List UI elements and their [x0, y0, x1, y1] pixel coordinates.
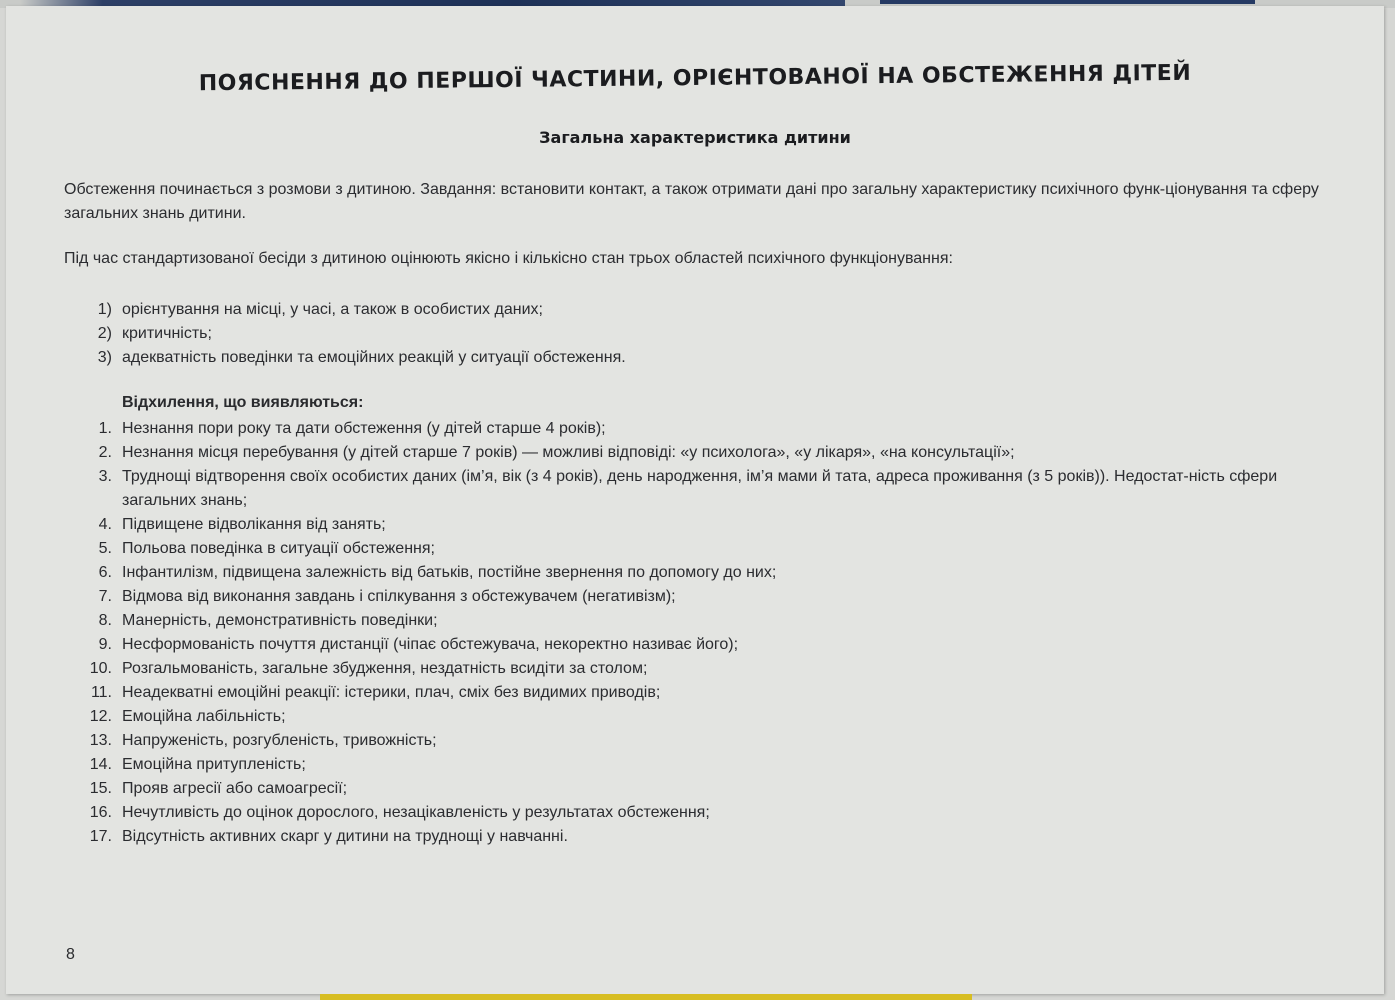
item-number: 14. — [89, 756, 112, 773]
item-number: 16. — [89, 804, 112, 821]
list-item — [64, 417, 1339, 441]
list-item — [64, 753, 1339, 777]
list-item — [64, 729, 1339, 753]
deviations-list — [64, 417, 1339, 849]
item-text: Інфантилізм, підвищена залежність від батьків, постійне звернення по допомогу до них; — [122, 564, 777, 581]
item-number: 7. — [98, 588, 112, 605]
item-number: 8. — [98, 612, 112, 629]
list-item — [64, 657, 1339, 681]
list-item — [64, 537, 1339, 561]
list-item — [64, 513, 1339, 537]
section-subtitle: Загальна характеристика дитини — [539, 128, 851, 147]
list-item — [64, 322, 1339, 346]
document-page — [6, 6, 1384, 994]
list-item — [64, 465, 1339, 513]
list-item — [64, 777, 1339, 801]
item-text: Підвищене відволікання від занять; — [122, 516, 386, 533]
item-number: 6. — [98, 564, 112, 581]
item-text: Прояв агресії або самоагресії; — [122, 780, 348, 797]
item-text: Незнання місця перебування (у дітей старше 7 років) — можливі відповіді: «у психолога», «у лікаря», «на консультації»; — [122, 444, 1015, 461]
list-item — [64, 585, 1339, 609]
list-item — [64, 561, 1339, 585]
list-item — [64, 801, 1339, 825]
item-number: 2) — [97, 325, 112, 342]
item-number: 1. — [98, 420, 112, 437]
item-number: 17. — [89, 828, 112, 845]
item-text: Емоційна притупленість; — [122, 756, 306, 773]
assessment-paragraph: Під час стандартизованої бесіди з дитиною оцінюють якісно і кількісно стан трьох областей психічного функціонування: — [64, 250, 953, 267]
item-number: 9. — [98, 636, 112, 653]
item-text: Емоційна лабільність; — [122, 708, 286, 725]
item-text: Напруженість, розгубленість, тривожність; — [122, 732, 437, 749]
item-number: 15. — [89, 780, 112, 797]
list-item — [64, 705, 1339, 729]
item-text: Розгальмованість, загальне збудження, нездатність всидіти за столом; — [122, 660, 648, 677]
item-number: 4. — [98, 516, 112, 533]
bottom-decorative-bar — [320, 994, 972, 1000]
item-text: Відсутність активних скарг у дитини на труднощі у навчанні. — [122, 828, 568, 845]
item-number: 11. — [90, 684, 112, 701]
list-item — [64, 298, 1339, 322]
item-number: 5. — [98, 540, 112, 557]
item-text: Труднощі відтворення своїх особистих даних (ім’я, вік (з 4 років), день народження, ім’я мами й тата, адреса проживання (з 5 років)). Недостат-ність сфери загальних знань; — [122, 468, 1278, 509]
item-text: критичність; — [122, 325, 212, 342]
item-number: 10. — [89, 660, 112, 677]
item-text: Польова поведінка в ситуації обстеження; — [122, 540, 435, 557]
intro-paragraph: Обстеження починається з розмови з дитиною. Завдання: встановити контакт, а також отримати дані про загальну характеристику психічного функ-ціонування та сферу загальних знань дитини. — [64, 181, 1319, 222]
item-number: 13. — [89, 732, 112, 749]
list-item — [64, 633, 1339, 657]
item-text: орієнтування на місці, у часі, а також в особистих даних; — [122, 301, 543, 318]
top-decorative-bar-right — [880, 0, 1255, 4]
item-text: Відмова від виконання завдань і спілкування з обстежувачем (негативізм); — [122, 588, 676, 605]
item-number: 3. — [98, 468, 112, 485]
deviations-heading: Відхилення, що виявляються: — [122, 394, 364, 411]
list-item — [64, 609, 1339, 633]
page-title: ПОЯСНЕННЯ ДО ПЕРШОЇ ЧАСТИНИ, ОРІЄНТОВАНОЇ НА ОБСТЕЖЕННЯ ДІТЕЙ — [198, 60, 1192, 97]
item-text: Несформованість почуття дистанції (чіпає обстежувача, некоректно називає його); — [122, 636, 739, 653]
item-text: Нечутливість до оцінок дорослого, незацікавленість у результатах обстеження; — [122, 804, 710, 821]
criteria-list — [64, 298, 1339, 370]
item-text: Неадекватні емоційні реакції: істерики, плач, сміх без видимих приводів; — [122, 684, 661, 701]
list-item — [64, 825, 1339, 849]
list-item — [64, 346, 1339, 370]
item-number: 2. — [98, 444, 112, 461]
item-text: Незнання пори року та дати обстеження (у дітей старше 4 років); — [122, 420, 606, 437]
item-text: Манерність, демонстративність поведінки; — [122, 612, 438, 629]
page-number: 8 — [66, 946, 75, 963]
list-item — [64, 681, 1339, 705]
item-text: адекватність поведінки та емоційних реакцій у ситуації обстеження. — [122, 349, 626, 366]
item-number: 12. — [89, 708, 112, 725]
item-number: 1) — [97, 301, 112, 318]
item-number: 3) — [97, 349, 112, 366]
list-item — [64, 441, 1339, 465]
